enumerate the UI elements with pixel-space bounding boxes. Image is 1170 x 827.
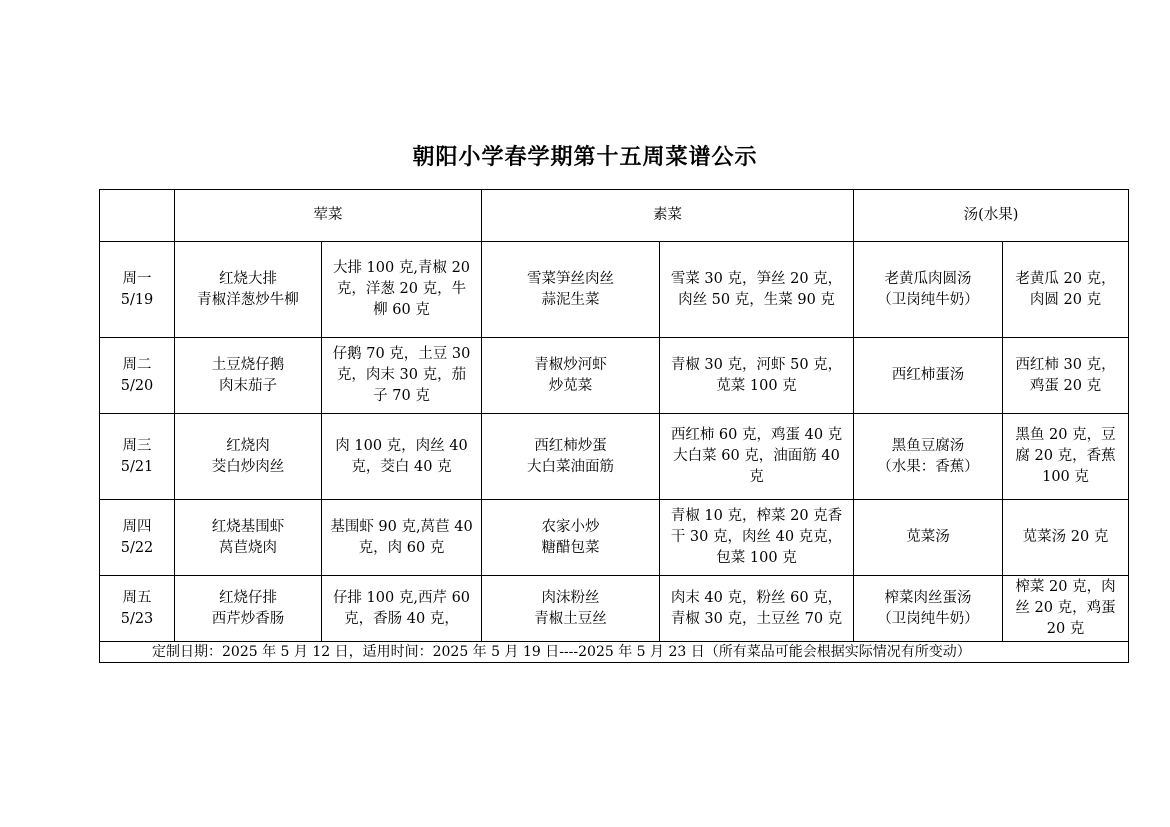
meat-quantity-cell <box>322 338 482 414</box>
meat-quantity-line: 大排 100 克,青椒 20 <box>332 260 471 276</box>
veg-quantity-line: 包菜 100 克 <box>716 550 797 566</box>
menu-table <box>99 189 1129 663</box>
soup-line: （水果：香蕉） <box>877 458 979 475</box>
meat-dishes-cell <box>175 576 322 642</box>
soup-quantity-line: 苋菜汤 20 克 <box>1022 529 1109 545</box>
soup-quantity-cell <box>1003 338 1129 414</box>
header-veg: 素菜 <box>482 190 854 242</box>
veg-dishes-line: 大白菜油面筋 <box>527 458 614 475</box>
meat-dishes-line: 莴苣烧肉 <box>219 539 277 556</box>
soup-quantity-line: 榨菜 20 克，肉 <box>1015 579 1116 595</box>
meat-quantity-line: 子 70 克 <box>373 388 430 404</box>
day-cell <box>100 576 175 642</box>
soup-quantity-line: 西红柿 30 克， <box>1015 356 1116 373</box>
veg-dishes-cell <box>482 242 660 338</box>
meat-dishes-line: 红烧肉 <box>226 437 270 454</box>
footer-note: 定制日期：2025 年 5 月 12 日，适用时间：2025 年 5 月 19 日----2025 年 5 月 23 日（所有菜品可能会根据实际情况有所变动） <box>100 642 1129 663</box>
date-label: 5/21 <box>120 458 154 475</box>
soup-quantity-line: 老黄瓜 20 克， <box>1015 270 1116 287</box>
meat-quantity-cell <box>322 500 482 576</box>
veg-dishes-cell <box>482 414 660 500</box>
meat-quantity-cell <box>322 242 482 338</box>
soup-quantity-line: 丝 20 克，鸡蛋 <box>1015 600 1116 616</box>
veg-dishes-line: 农家小炒 <box>541 518 600 535</box>
soup-line: 黑鱼豆腐汤 <box>891 437 965 454</box>
soup-quantity-line: 100 克 <box>1042 469 1089 485</box>
soup-cell <box>854 576 1003 642</box>
table-row <box>100 242 1129 338</box>
veg-dishes-line: 青椒土豆丝 <box>534 610 607 627</box>
soup-quantity-line: 黑鱼 20 克，豆 <box>1015 427 1116 443</box>
veg-dishes-line: 西红柿炒蛋 <box>534 437 607 454</box>
weekday-label: 周二 <box>122 356 152 373</box>
veg-quantity-line: 肉丝 50 克，生菜 90 克 <box>678 291 835 308</box>
soup-quantity-line: 腐 20 克，香蕉 <box>1015 448 1116 464</box>
soup-cell <box>854 242 1003 338</box>
soup-quantity-cell <box>1003 576 1129 642</box>
meat-quantity-line: 克，肉 60 克 <box>358 539 445 556</box>
meat-dishes-line: 肉末茄子 <box>219 377 277 394</box>
date-label: 5/19 <box>120 291 154 308</box>
meat-dishes-line: 红烧基围虾 <box>211 518 285 535</box>
meat-dishes-line: 红烧大排 <box>219 270 277 287</box>
veg-quantity-cell <box>660 500 854 576</box>
meat-dishes-line: 茭白炒肉丝 <box>211 458 285 475</box>
weekday-label: 周四 <box>122 518 152 535</box>
meat-quantity-line: 克，香肠 40 克， <box>344 610 459 627</box>
soup-line: 老黄瓜肉圆汤 <box>884 270 972 287</box>
soup-line: （卫岗纯牛奶） <box>877 291 979 308</box>
date-label: 5/22 <box>120 539 154 556</box>
veg-quantity-line: 西红柿 60 克，鸡蛋 40 克 <box>670 427 843 443</box>
veg-quantity-line: 克 <box>749 469 764 485</box>
veg-quantity-cell <box>660 242 854 338</box>
veg-dishes-line: 糖醋包菜 <box>541 539 600 556</box>
meat-quantity-line: 基围虾 90 克,莴苣 40 <box>330 518 473 535</box>
veg-quantity-line: 苋菜 100 克 <box>716 377 797 394</box>
soup-cell <box>854 338 1003 414</box>
soup-quantity-cell <box>1003 242 1129 338</box>
veg-quantity-line: 肉末 40 克，粉丝 60 克， <box>670 589 843 606</box>
soup-line: （卫岗纯牛奶） <box>877 610 979 627</box>
veg-quantity-line: 青椒 10 克，榨菜 20 克香 <box>670 508 843 524</box>
table-row <box>100 338 1129 414</box>
meat-quantity-line: 肉 100 克，肉丝 40 <box>335 437 468 454</box>
table-row <box>100 414 1129 500</box>
soup-quantity-line: 鸡蛋 20 克 <box>1029 377 1102 394</box>
meat-quantity-line: 柳 60 克 <box>373 302 430 318</box>
meat-quantity-line: 克，洋葱 20 克，牛 <box>336 281 467 297</box>
day-cell <box>100 338 175 414</box>
date-label: 5/20 <box>120 377 154 394</box>
header-soup: 汤(水果) <box>854 190 1129 242</box>
meat-quantity-line: 仔鹅 70 克，土豆 30 <box>332 346 471 362</box>
veg-dishes-line: 青椒炒河虾 <box>534 356 607 373</box>
table-row <box>100 500 1129 576</box>
veg-quantity-line: 青椒 30 克，土豆丝 70 克 <box>670 610 843 627</box>
meat-dishes-line: 青椒洋葱炒牛柳 <box>197 291 299 308</box>
veg-quantity-line: 雪菜 30 克，笋丝 20 克， <box>670 270 843 287</box>
veg-quantity-line: 干 30 克，肉丝 40 克克， <box>670 529 843 545</box>
meat-quantity-cell <box>322 576 482 642</box>
meat-dishes-line: 西芹炒香肠 <box>211 610 285 627</box>
veg-quantity-line: 青椒 30 克，河虾 50 克， <box>670 356 843 373</box>
soup-cell <box>854 500 1003 576</box>
veg-dishes-line: 肉沫粉丝 <box>541 589 600 606</box>
veg-dishes-cell <box>482 338 660 414</box>
day-cell <box>100 500 175 576</box>
soup-quantity-cell <box>1003 414 1129 500</box>
veg-quantity-line: 大白菜 60 克，油面筋 40 <box>673 448 840 464</box>
soup-line: 西红柿蛋汤 <box>891 367 965 383</box>
weekday-label: 周三 <box>122 437 152 454</box>
day-cell <box>100 242 175 338</box>
table-header-row <box>100 190 1129 242</box>
veg-dishes-line: 雪菜笋丝肉丝 <box>527 270 614 287</box>
meat-dishes-cell <box>175 242 322 338</box>
veg-quantity-cell <box>660 338 854 414</box>
veg-dishes-line: 炒苋菜 <box>548 377 593 394</box>
soup-quantity-line: 肉圆 20 克 <box>1029 291 1102 308</box>
soup-cell <box>854 414 1003 500</box>
meat-dishes-cell <box>175 500 322 576</box>
veg-dishes-cell <box>482 576 660 642</box>
meat-quantity-line: 克，茭白 40 克 <box>351 458 452 475</box>
weekday-label: 周一 <box>122 270 152 287</box>
veg-quantity-cell <box>660 414 854 500</box>
header-corner <box>100 190 175 242</box>
meat-dishes-cell <box>175 338 322 414</box>
weekday-label: 周五 <box>122 589 152 606</box>
soup-line: 榨菜肉丝蛋汤 <box>884 589 972 606</box>
header-meat: 荤菜 <box>175 190 482 242</box>
page-title: 朝阳小学春学期第十五周菜谱公示 <box>412 145 758 170</box>
meat-dishes-line: 红烧仔排 <box>219 589 277 606</box>
table-row <box>100 576 1129 642</box>
meat-dishes-line: 土豆烧仔鹅 <box>211 356 285 373</box>
veg-dishes-line: 蒜泥生菜 <box>541 291 600 308</box>
soup-quantity-line: 20 克 <box>1046 621 1085 637</box>
meat-dishes-cell <box>175 414 322 500</box>
meat-quantity-line: 仔排 100 克,西芹 60 <box>332 589 471 606</box>
veg-dishes-cell <box>482 500 660 576</box>
day-cell <box>100 414 175 500</box>
date-label: 5/23 <box>120 610 154 627</box>
soup-quantity-cell <box>1003 500 1129 576</box>
meat-quantity-line: 克，肉末 30 克，茄 <box>336 367 467 383</box>
meat-quantity-cell <box>322 414 482 500</box>
veg-quantity-cell <box>660 576 854 642</box>
soup-line: 苋菜汤 <box>906 529 950 545</box>
table-footer-row <box>100 642 1129 663</box>
